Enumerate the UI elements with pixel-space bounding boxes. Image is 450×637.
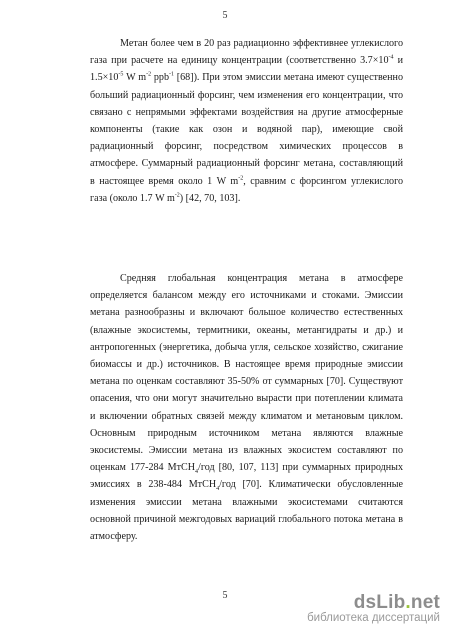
- paragraph-methane-forcing: Метан более чем в 20 раз радиационно эффективнее углекислого газа при расчете на единицу концентрации (соответственно $3.7\times 10^{-4}$ и $1.5\times 10^{-5}$ W $m^{-2}$ ppb$^{-1}$ [68]). При этом эмиссии метана имеют существенно больший радиационный форсинг, чем изменения его концентрации, что связано с непрямыми эффектами воздействия на другие атмосферные компоненты (такие как озон и водяной пар), имеющие свой радиационный форсинг, посредством химических процессов в атмосфере. Суммарный радиационный форсинг метана, составляющий в настоящее время около 1 W $m^{-2}$, сравним с форсингом углекислого газа (около 1.7 W $m^{-2}$) [42, 70, 103].: [90, 38, 403, 204]
- dslib-logo: dsLib.net: [353, 592, 440, 613]
- page-number-bottom: 5: [222, 590, 228, 601]
- page-number-top: 5: [222, 10, 228, 21]
- paragraph-methane-sources: Средняя глобальная концентрация метана в атмосфере определяется балансом между его источниками и стоками. Эмиссии метана разнообразны и включают большое количество естественных (влажные экосистемы, термитники, океаны, метангидраты и др.) и антропогенных (энергетика, добыча угля, сельское хозяйство, сжигание биомассы и др.) источников. В настоящее время природные эмиссии метана по оценкам составляют 35-50% от суммарных [70]. Существуют опасения, что они могут значительно вырасти при потеплении климата и включении обратных связей между климатом и метановым циклом. Основным природным источником метана являются влажные экосистемы. Эмиссии метана из влажных экосистем составляют по оценкам 177-284 МтСН$_4$/год [80, 107, 113] при суммарных природных эмиссиях в 238-484 МтСН$_4$/год [70]. Климатически обусловленные изменения эмиссии метана влажными экосистемами считаются основной причиной межгодовых вариаций глобального потока метана в атмосферу.: [90, 273, 403, 543]
- dslib-tagline: библиотека диссертаций: [307, 612, 440, 624]
- dslib-watermark[interactable]: [307, 592, 440, 624]
